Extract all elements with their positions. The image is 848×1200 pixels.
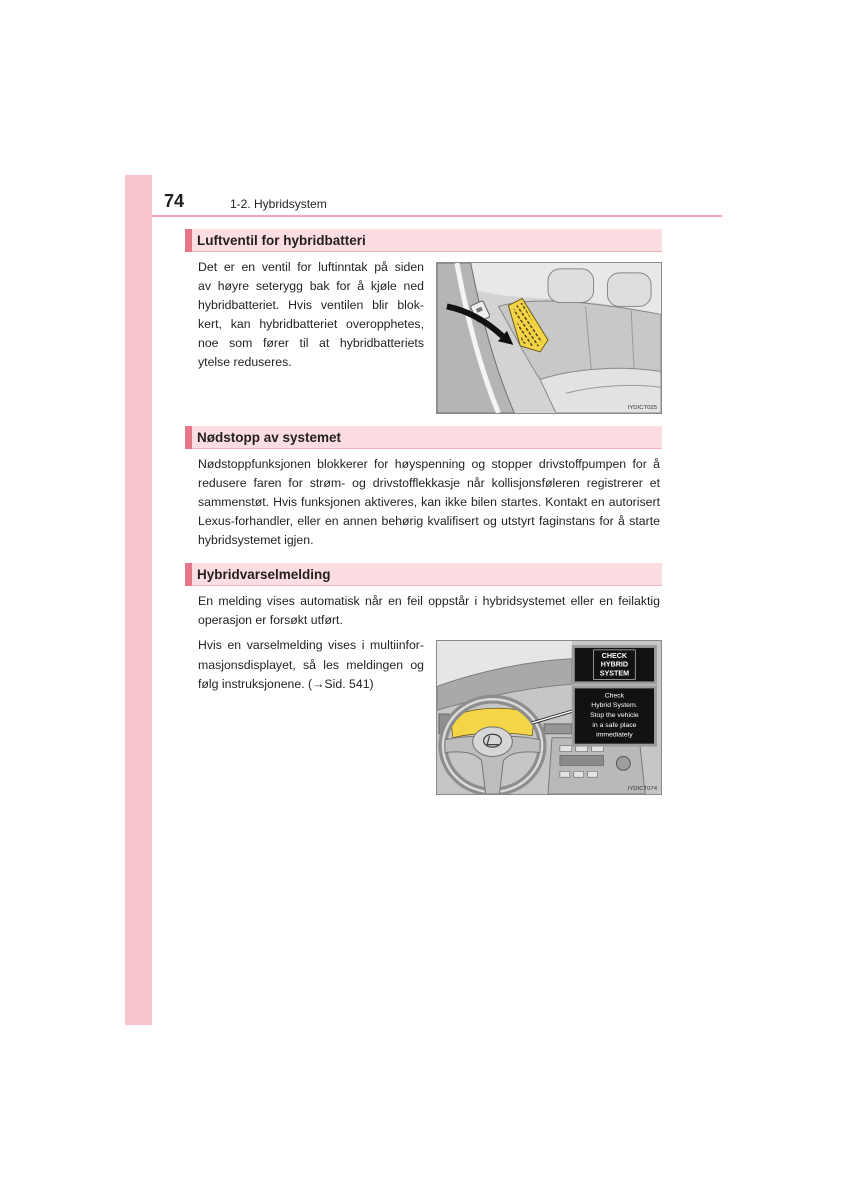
heading-marker: [185, 229, 192, 252]
text-line: hybridsystemet igjen.: [198, 533, 314, 547]
text-line: En melding vises automatisk når en feil oppstår i hybridsystemet eller en feilaktig: [198, 594, 660, 608]
figure-dashboard-illustration: [437, 641, 661, 794]
headrest: [548, 269, 594, 303]
display-text-line: in a safe place: [592, 721, 637, 729]
console-button: [560, 746, 572, 752]
console-button: [560, 771, 570, 777]
paragraph-emergency-stop: [198, 455, 660, 550]
display-text-line: Stop the vehicle: [590, 712, 639, 720]
text-line: sammenstøt. Hvis funksjonen aktiveres, kan ikke bilen startes. Kontakt en autorisert: [198, 495, 660, 509]
console-knob: [616, 756, 630, 770]
text-line: ytelse reduseres.: [198, 355, 292, 369]
console-button: [588, 771, 598, 777]
display-text-line: HYBRID: [600, 660, 629, 669]
header-rule: [152, 215, 722, 217]
figure-caption: IYDICT074: [627, 786, 658, 793]
display-text-line: SYSTEM: [599, 669, 630, 678]
text-line: Nødstoppfunksjonen blokkerer for høyspenning og stopper drivstoffpumpen for å: [198, 457, 660, 471]
text-line: redusere faren for strøm- og drivstofflekkasje når kollisjonsføleren registrerer et: [198, 476, 660, 490]
console-buttons: [560, 746, 604, 778]
chapter-side-tab: [125, 175, 152, 1025]
display-text-line: Hybrid System.: [591, 702, 638, 710]
chapter-title: 1-2. Hybridsystem: [230, 197, 327, 211]
section-heading-air-vent: [185, 229, 662, 252]
display-warning-message: [572, 685, 657, 746]
section-heading-emergency-stop: [185, 426, 662, 449]
figure-air-vent: [436, 262, 662, 414]
section-heading-text: Hybridvarselmelding: [197, 567, 331, 582]
heading-marker: [185, 563, 192, 586]
figure-air-vent-illustration: [437, 263, 661, 413]
text-line: Hvis en varselmelding vises i multiinfor-: [198, 638, 424, 652]
text-line: Det er en ventil for luftinntak på siden: [198, 260, 424, 274]
text-line: noe som fører til at hybridbatteriets: [198, 336, 424, 350]
text-line: masjonsdisplayet, så les meldingen og: [198, 657, 424, 672]
climate-panel: [560, 756, 604, 766]
page-number: 74: [164, 191, 185, 211]
display-text-line: CHECK: [601, 651, 628, 660]
headrest: [607, 273, 651, 307]
text-line: Lexus-forhandler, eller en annen behørig kvalifisert og utstyrt faginstans for å starte: [198, 514, 660, 528]
steering-wheel-hub: [473, 727, 513, 757]
paragraph-warning-display: [198, 636, 424, 695]
paragraph-air-vent: [198, 258, 424, 372]
console-button: [574, 771, 584, 777]
paragraph-warning-intro: [198, 592, 660, 630]
text-line-with-page-reference: følg instruksjonene. (→Sid. 541): [198, 677, 374, 691]
figure-warning-display: [436, 640, 662, 795]
section-heading-text: Nødstopp av systemet: [197, 430, 342, 445]
display-check-hybrid-system: [572, 645, 657, 684]
display-text-line: Check: [604, 692, 625, 700]
section-heading-warning-message: [185, 563, 662, 586]
heading-marker: [185, 426, 192, 449]
figure-caption: IYDICT025: [627, 405, 658, 412]
text-line: operasjon er forsøkt utført.: [198, 613, 343, 627]
section-heading-text: Luftventil for hybridbatteri: [197, 233, 366, 248]
display-text-line: immediately: [596, 731, 633, 739]
center-air-vent: [544, 724, 572, 734]
text-line: kert, kan hybridbatteriet overopphetes,: [198, 317, 424, 331]
text-line: av høyre seterygg bak for å kjøle ned: [198, 279, 424, 293]
text-line: hybridbatteriet. Hvis ventilen blir blok-: [198, 298, 424, 312]
